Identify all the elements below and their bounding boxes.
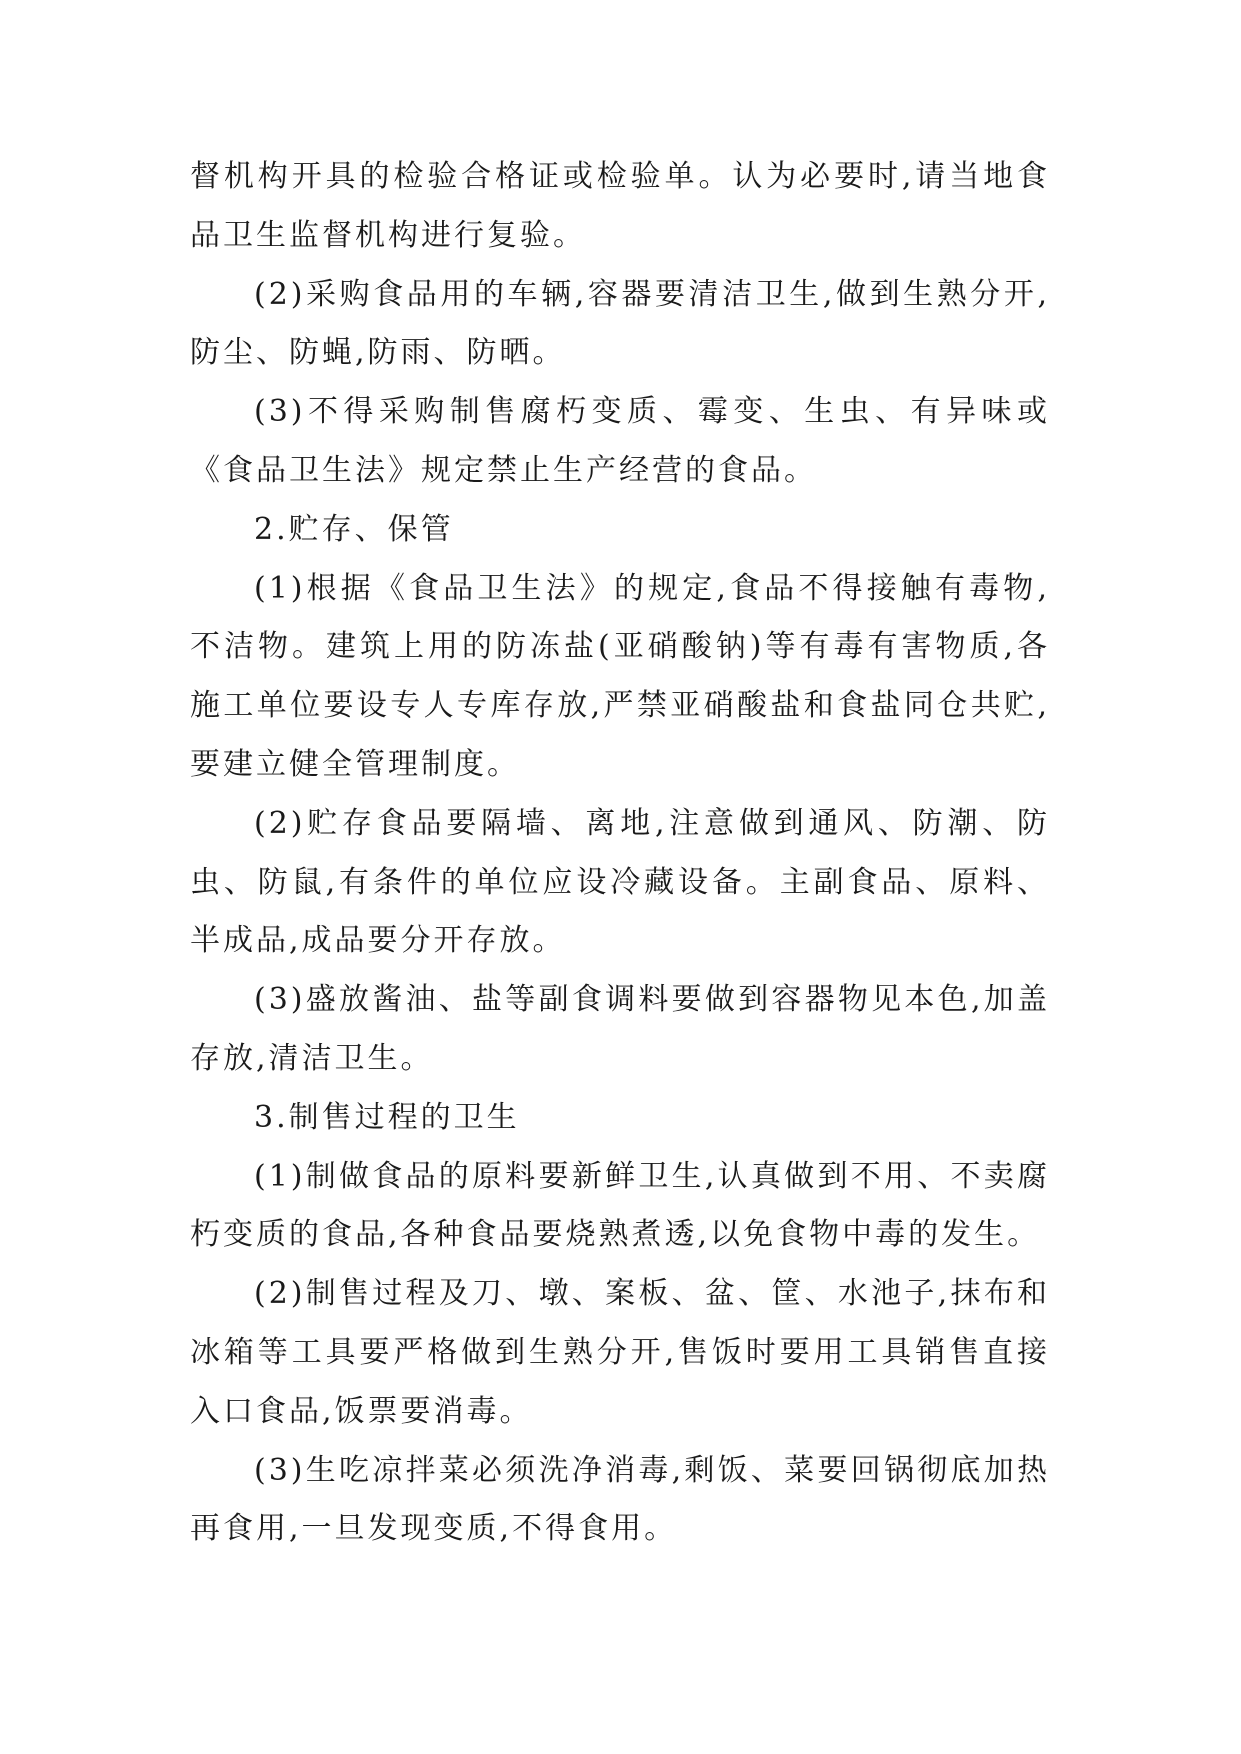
paragraph-purchase-vehicles: (2)采购食品用的车辆,容器要清洁卫生,做到生熟分开,防尘、防蝇,防雨、防晒。	[190, 276, 1050, 371]
paragraph-preparation-tools: (2)制售过程及刀、墩、案板、盆、筐、水池子,抹布和冰箱等工具要严格做到生熟分开,售饭时要用工具销售直接入口食品,饭票要消毒。	[190, 1276, 1050, 1429]
paragraph-preparation-ingredients: (1)制做食品的原料要新鲜卫生,认真做到不用、不卖腐朽变质的食品,各种食品要烧熟煮透,以免食物中毒的发生。	[190, 1158, 1050, 1253]
paragraph-storage-toxic: (1)根据《食品卫生法》的规定,食品不得接触有毒物,不洁物。建筑上用的防冻盐(亚硝酸钠)等有毒有害物质,各施工单位要设专人专库存放,严禁亚硝酸盐和食盐同仓共贮,要建立健全管理制度。	[190, 570, 1050, 782]
paragraph-storage-seasoning: (3)盛放酱油、盐等副食调料要做到容器物见本色,加盖存放,清洁卫生。	[190, 982, 1050, 1076]
paragraph-preparation-leftovers: (3)生吃凉拌菜必须洗净消毒,剩饭、菜要回锅彻底加热再食用,一旦发现变质,不得食用。	[190, 1452, 1050, 1547]
section-heading-storage: 2.贮存、保管	[254, 511, 454, 547]
paragraph-purchase-prohibited: (3)不得采购制售腐朽变质、霉变、生虫、有异味或《食品卫生法》规定禁止生产经营的食品。	[190, 394, 1050, 488]
paragraph-continuation: 督机构开具的检验合格证或检验单。认为必要时,请当地食品卫生监督机构进行复验。	[190, 159, 1050, 253]
paragraph-storage-conditions: (2)贮存食品要隔墙、离地,注意做到通风、防潮、防虫、防鼠,有条件的单位应设冷藏设备。主副食品、原料、半成品,成品要分开存放。	[190, 805, 1050, 959]
section-heading-preparation: 3.制售过程的卫生	[254, 1099, 520, 1135]
document-body	[190, 148, 1050, 1559]
